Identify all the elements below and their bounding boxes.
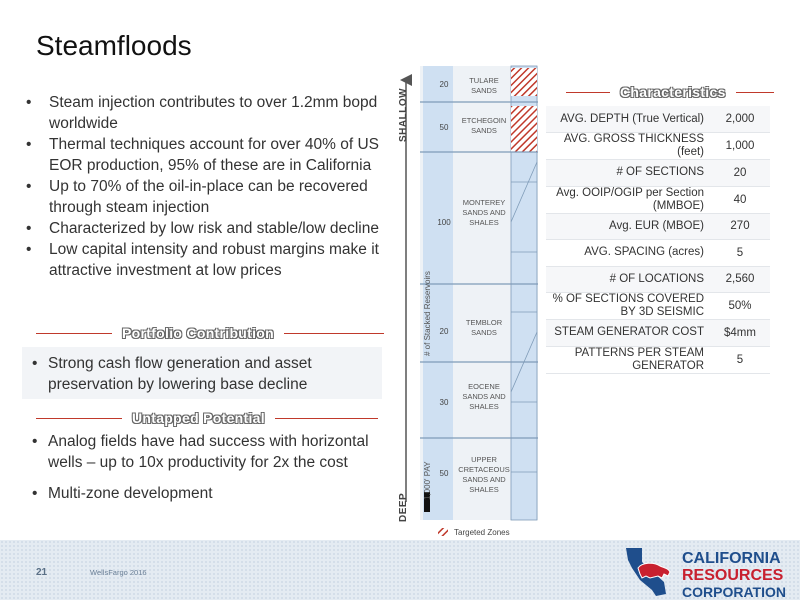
table-row [546,293,770,320]
portfolio-item: • Strong cash flow generation and asset preservation by lowering base decline [30,353,374,395]
zone-count: 20 [439,327,449,336]
zone-count: 50 [439,123,449,132]
targeted-zone-tulare [511,68,537,96]
bullet-item: • Thermal techniques account for over 40% of US EOR production, 95% of these are in California [22,134,384,176]
row-label: % OF SECTIONS COVERED BY 3D SEISMIC [546,293,710,320]
logo-line-2: RESOURCES [682,567,784,584]
row-value: 5 [710,346,770,373]
row-value: 2,560 [710,266,770,293]
row-label: Avg. EUR (MBOE) [546,213,710,240]
portfolio-heading [36,325,384,341]
row-value: 40 [710,186,770,213]
table-row [546,266,770,293]
untapped-list [30,431,370,504]
row-label: AVG. SPACING (acres) [546,240,710,267]
characteristics-heading-text: Characteristics [620,84,726,100]
zone-name: ETCHEGOIN SANDS [461,116,507,135]
table-row [546,160,770,187]
row-value: 50% [710,293,770,320]
row-label: Avg. OOIP/OGIP per Section (MMBOE) [546,186,710,213]
untapped-heading-text: Untapped Potential [132,410,265,426]
stacked-reservoirs-label: # of Stacked Reservoirs [423,271,432,356]
zone-name: MONTEREY SANDS AND SHALES [462,198,506,227]
table-row [546,320,770,347]
legend-swatch [438,528,448,536]
table-row [546,106,770,133]
row-value: 1,000 [710,133,770,160]
row-label: AVG. DEPTH (True Vertical) [546,106,710,133]
bullet-item: • Up to 70% of the oil-in-place can be recovered through steam injection [22,176,384,218]
main-bullet-list [22,92,384,281]
row-label: STEAM GENERATOR COST [546,320,710,347]
legend-label: Targeted Zones [454,528,510,537]
deep-label: DEEP [398,492,409,522]
slide-title: Steamfloods [36,30,192,61]
zone-name: TULARE SANDS [469,76,499,95]
row-label: AVG. GROSS THICKNESS (feet) [546,133,710,160]
zone-count: 50 [439,469,449,478]
bullet-item: • Steam injection contributes to over 1.2mm bopd worldwide [22,92,384,134]
page-number: 21 [36,567,48,578]
untapped-heading [36,410,378,426]
targeted-zone-etchegoin [511,106,537,152]
zone-count: 30 [439,398,449,407]
zone-name: EOCENE SANDS AND SHALES [462,382,506,411]
table-row [546,213,770,240]
row-label: # OF SECTIONS [546,160,710,187]
bullet-item: • Low capital intensity and robust margins make it attractive investment at low prices [22,239,384,281]
table-row [546,186,770,213]
logo-line-3: CORPORATION [682,584,786,600]
footer-note: WellsFargo 2016 [90,568,147,577]
table-row [546,346,770,373]
characteristics-heading [566,84,774,100]
portfolio-box [22,347,382,399]
zone-count: 20 [439,80,449,89]
untapped-item: • Multi-zone development [30,483,370,504]
table-row [546,133,770,160]
zone-name: UPPER CRETACEOUS SANDS AND SHALES [458,455,510,494]
row-value: $4mm [710,320,770,347]
pay-label: 1,000' PAY [423,461,432,500]
row-value: 5 [710,240,770,267]
untapped-item: • Analog fields have had success with horizontal wells – up to 10x productivity for 2x the cost [30,431,370,473]
zone-name: TEMBLOR SANDS [465,318,503,337]
table-row [546,240,770,267]
row-value: 2,000 [710,106,770,133]
row-label: # OF LOCATIONS [546,266,710,293]
bullet-item: • Characterized by low risk and stable/low decline [22,218,384,239]
logo-line-1: CALIFORNIA [682,550,781,567]
portfolio-heading-text: Portfolio Contribution [122,325,275,341]
row-value: 270 [710,213,770,240]
shallow-label: SHALLOW [398,87,409,142]
row-value: 20 [710,160,770,187]
characteristics-table [546,106,770,374]
california-bear-logo-icon [620,546,680,598]
zone-count: 100 [437,218,451,227]
row-label: PATTERNS PER STEAM GENERATOR [546,346,710,373]
